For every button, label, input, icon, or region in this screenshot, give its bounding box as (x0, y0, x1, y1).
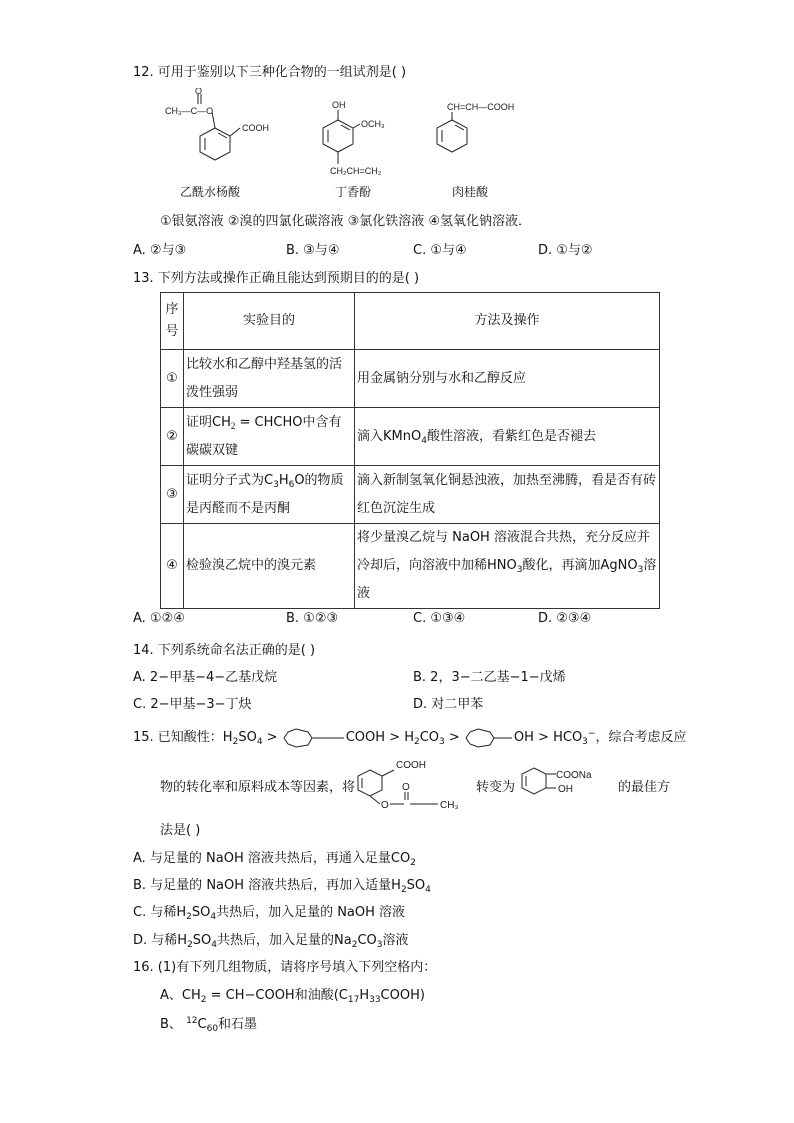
row-method: 滴入新制氢氧化铜悬浊液，加热至沸腾，看是否有砖红色沉淀生成 (355, 466, 660, 524)
q13-stem: 13. 下列方法或操作正确且能达到预期目的的是( ) (133, 271, 420, 286)
row-goal: 检验溴乙烷中的溴元素 (184, 524, 355, 609)
cinnamic-chain-label: CH=CH—COOH (447, 102, 515, 112)
header-no: 序号 (161, 293, 184, 350)
q15-line3: 法是( ) (160, 823, 201, 838)
compound-name-aspirin: 乙酰水杨酸 (180, 185, 241, 199)
q13-option-b: B. ①②③ (286, 611, 339, 626)
eugenol-oh-label: OH (332, 100, 346, 110)
row-method: 将少量溴乙烷与 NaOH 溶液混合共热，充分反应并冷却后，向溶液中加稀$HNO_3$酸化，再滴加AgNO$_3$溶液 (355, 524, 660, 609)
cinnamic-structure (437, 112, 467, 152)
q12-stem: 12. 可用于鉴别以下三种化合物的一组试剂是( ) (133, 65, 407, 80)
q16-item-a: A、$CH_2$ = CH−COOH和油酸$(C_{17}H_{33}COOH)$ (160, 988, 425, 1005)
aspirin-acetyl-label: CH₃—C—O (165, 106, 214, 116)
compound-name-cinnamic: 肉桂酸 (452, 185, 489, 199)
q12-reagents: ①银氨溶液 ②溴的四氯化碳溶液 ③氯化铁溶液 ④氢氧化钠溶液． (160, 214, 532, 229)
reactant-o-label: O (402, 782, 410, 793)
reactant-o2-label: O (381, 800, 389, 810)
q13-option-d: D. ②③④ (538, 611, 592, 626)
q12-option-d: D. ①与② (538, 243, 593, 258)
q12-structures (160, 88, 540, 198)
reactant-cooh-label: COOH (396, 760, 426, 771)
row-method: 用金属钠分别与水和乙醇反应 (355, 350, 660, 408)
row-goal: 证明分子式为$C_3H_6O$的物质是丙醛而不是丙酮 (184, 466, 355, 524)
row-no: ② (161, 408, 184, 466)
header-method: 方法及操作 (355, 293, 660, 350)
aspirin-reactant-structure (350, 756, 480, 810)
q15-line2-end: 的最佳方 (618, 780, 671, 795)
row-no: ③ (161, 466, 184, 524)
aspirin-cooh-label: COOH (242, 123, 269, 133)
product-oh-label: OH (558, 784, 573, 795)
q15-option-b: B. 与足量的 NaOH 溶液共热后，再加入适量$H_2SO_4$ (133, 878, 431, 895)
row-goal: 证明$CH_2$ = CHCHO中含有碳碳双键 (184, 408, 355, 466)
table-row (161, 350, 660, 408)
experiment-table (160, 292, 660, 609)
table-header-row (161, 293, 660, 350)
product-coona-label: COONa (556, 770, 592, 781)
row-no: ④ (161, 524, 184, 609)
q13-option-a: A. ①②④ (133, 611, 185, 626)
eugenol-structure (323, 110, 360, 164)
q16-item-b: B、 $^{12}C_{60}$和石墨 (160, 1016, 258, 1034)
row-method: 滴入KMnO$_4$酸性溶液，看紫红色是否褪去 (355, 408, 660, 466)
eugenol-och3-label: OCH₃ (361, 119, 385, 129)
compound-name-eugenol: 丁香酚 (335, 185, 372, 199)
q15-stem: 15. 已知酸性：$H_2SO_4$ > COOH > $H_2CO_3$ > OH > $HCO_3^-$，综合考虑反应 (133, 729, 687, 747)
header-goal: 实验目的 (184, 293, 355, 350)
table-row (161, 466, 660, 524)
q12-option-c: C. ①与④ (413, 243, 467, 258)
q14-stem: 14. 下列系统命名法正确的是( ) (133, 643, 316, 658)
row-no: ① (161, 350, 184, 408)
q15-convert-text: 转变为 (476, 780, 516, 795)
q14-option-a: A. 2−甲基−4−乙基戊烷 (133, 670, 278, 685)
aspirin-structure (198, 94, 240, 160)
product-structure (520, 764, 620, 800)
q14-option-c: C. 2−甲基−3−丁炔 (133, 697, 252, 712)
q14-option-d: D. 对二甲苯 (413, 697, 484, 712)
table-row (161, 408, 660, 466)
benzene-ring-icon (282, 728, 346, 748)
q15-option-d: D. 与稀$H_2SO_4$共热后，加入足量的$Na_2CO_3$溶液 (133, 933, 409, 950)
q15-option-c: C. 与稀$H_2SO_4$共热后，加入足量的 NaOH 溶液 (133, 905, 406, 922)
q14-option-b: B. 2，3−二乙基−1−戊烯 (413, 670, 566, 685)
q15-line2: 物的转化率和原料成本等因素，将 (160, 780, 356, 795)
q16-stem: 16. (1)有下列几组物质，请将序号填入下列空格内： (133, 960, 437, 975)
aspirin-o-label: O (195, 88, 203, 96)
reactant-ch3-label: CH₃ (440, 800, 459, 810)
benzene-ring-icon (464, 728, 514, 748)
q15-option-a: A. 与足量的 NaOH 溶液共热后，再通入足量$CO_2$ (133, 851, 416, 868)
q13-option-c: C. ①③④ (413, 611, 466, 626)
table-row (161, 524, 660, 609)
q12-option-b: B. ③与④ (286, 243, 340, 258)
q12-option-a: A. ②与③ (133, 243, 187, 258)
row-goal: 比较水和乙醇中羟基氢的活泼性强弱 (184, 350, 355, 408)
eugenol-allyl-label: CH₂CH=CH₂ (330, 166, 382, 176)
